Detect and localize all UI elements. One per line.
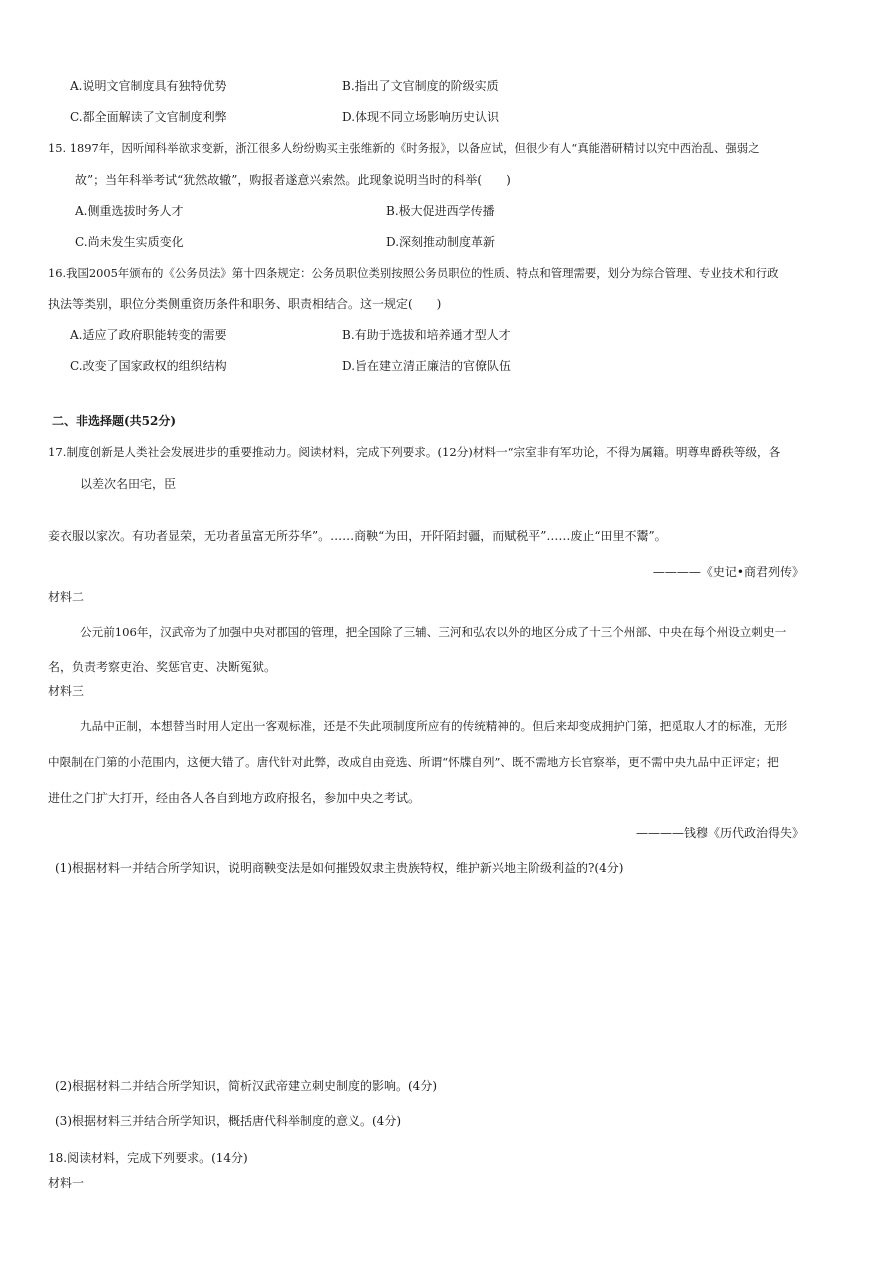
q14-option-a: A.说明文官制度具有独特优势	[70, 79, 227, 93]
q14-option-c: C.都全面解读了文官制度利弊	[70, 110, 227, 124]
q16-option-c: C.改变了国家政权的组织结构	[70, 359, 227, 373]
q15-stem-line2: 故”；当年科举考试“犹然故辙”，购报者遂意兴索然。此现象说明当时的科举( )	[75, 173, 511, 187]
q16-stem-line1: 16.我国2005年颁布的《公务员法》第十四条规定：公务员职位类别按照公务员职位的性质、特点和管理需要，划分为综合管理、专业技术和行政	[48, 266, 779, 280]
q17-material1-source: ————《史记•商君列传》	[652, 565, 804, 579]
q18-stem: 18.阅读材料，完成下列要求。(14分)	[48, 1151, 248, 1165]
q17-subquestion-3: (3)根据材料三并结合所学知识，概括唐代科举制度的意义。(4分)	[55, 1114, 401, 1128]
q17-material2-line2: 名，负责考察吏治、奖惩官吏、决断冤狱。	[48, 660, 277, 674]
q17-subquestion-1: (1)根据材料一并结合所学知识，说明商鞅变法是如何摧毁奴隶主贵族特权，维护新兴地主阶级利益的?(4分)	[55, 861, 624, 875]
q16-option-a: A.适应了政府职能转变的需要	[70, 328, 227, 342]
q15-option-a: A.侧重选拔时务人才	[75, 204, 184, 218]
q18-material1-label: 材料一	[48, 1176, 85, 1190]
q17-material3-line1: 九品中正制，本想替当时用人定出一客观标准，还是不失此项制度所应有的传统精神的。但后来却变成拥护门第，把觅取人才的标准，无形	[80, 719, 788, 733]
q14-option-d: D.体现不同立场影响历史认识	[342, 110, 500, 124]
q15-option-c: C.尚未发生实质变化	[75, 235, 184, 249]
q17-material3-source: ————钱穆《历代政治得失》	[635, 826, 804, 840]
q14-option-b: B.指出了文官制度的阶级实质	[342, 79, 499, 93]
q17-stem-line2: 以差次名田宅，臣	[80, 477, 177, 491]
q15-stem-line1: 15. 1897年，因听闻科举欲求变新，浙江很多人纷纷购买主张维新的《时务报》，以备应试，但很少有人“真能潜研精讨以究中西治乱、强弱之	[48, 141, 760, 155]
q17-material3-label: 材料三	[48, 684, 85, 698]
q17-material2-label: 材料二	[48, 590, 85, 604]
q17-subquestion-2: (2)根据材料二并结合所学知识，简析汉武帝建立刺史制度的影响。(4分)	[55, 1079, 437, 1093]
q16-option-b: B.有助于选拔和培养通才型人才	[342, 328, 511, 342]
q16-option-d: D.旨在建立清正廉洁的官僚队伍	[342, 359, 512, 373]
q17-material3-line2: 中限制在门第的小范围内，这便大错了。唐代针对此弊，改成自由竞选、所谓“怀牒自列”、既不需地方长官察举，更不需中央九品中正评定；把	[48, 755, 779, 769]
q17-material1-line3: 妾衣服以家次。有功者显荣，无功者虽富无所芬华”。……商鞅“为田，开阡陌封疆，而赋税平”……废止“田里不鬻”。	[48, 529, 667, 543]
q17-material2-line1: 公元前106年，汉武帝为了加强中央对郡国的管理，把全国除了三辅、三河和弘农以外的地区分成了十三个州部、中央在每个州设立刺史一	[80, 625, 787, 639]
q15-option-b: B.极大促进西学传播	[386, 204, 495, 218]
q17-material3-line3: 进仕之门扩大打开，经由各人各自到地方政府报名，参加中央之考试。	[48, 791, 421, 805]
q15-option-d: D.深刻推动制度革新	[386, 235, 496, 249]
q16-stem-line2: 执法等类别，职位分类侧重资历条件和职务、职责相结合。这一规定( )	[48, 297, 442, 311]
section-heading: 二、非选择题(共52分)	[52, 414, 177, 428]
q17-stem-line1: 17.制度创新是人类社会发展进步的重要推动力。阅读材料，完成下列要求。(12分)材料一“宗室非有军功论，不得为属籍。明尊卑爵秩等级，各	[48, 445, 781, 459]
